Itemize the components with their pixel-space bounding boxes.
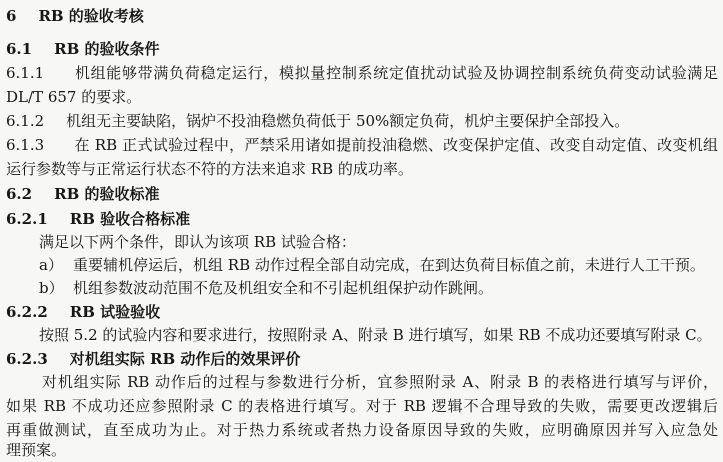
clause-text: 如果 RB 不成功还应参照附录 C 的表格进行填写。对于 RB 逻辑不合理导致的失败，需要更改逻辑后 <box>6 397 718 415</box>
list-label: a） <box>39 256 63 274</box>
clause-text: 对机组实际 RB 动作后的过程与参数进行分析，宜参照附录 A、附录 B 的表格进行填写与评价， <box>42 373 718 391</box>
clause-6-1-2 <box>6 109 718 133</box>
clause-number: 6.1.2 <box>6 112 45 130</box>
heading-6-2-2 <box>6 300 718 324</box>
section-heading-6 <box>6 4 718 28</box>
clause-text: 机组能够带满负荷稳定运行，模拟量控制系统定值扰动试验及协调控制系统负荷变动试验满足 <box>74 64 718 82</box>
list-text: 机组参数波动范围不危及机组安全和不引起机组保护动作跳闸。 <box>73 279 494 297</box>
clause-text: 理预案。 <box>6 441 67 459</box>
clause-number: 6.1.3 <box>6 136 45 154</box>
heading-number: 6.1 <box>6 40 33 58</box>
heading-title: 对机组实际 RB 动作后的效果评价 <box>69 350 301 368</box>
clause-6-1-1-line-2 <box>6 85 718 109</box>
heading-title: RB 验收合格标准 <box>69 210 191 228</box>
clause-text: 按照 5.2 的试验内容和要求进行，按照附录 A、附录 B 进行填写，如果 RB 不成功还要填写附录 C。 <box>39 326 712 344</box>
heading-6-2 <box>6 182 718 206</box>
clause-6-1-1-line-1 <box>6 61 718 85</box>
clause-6-2-3-line-4 <box>6 438 718 462</box>
heading-title: RB 试验验收 <box>69 303 161 321</box>
clause-text: DL/T 657 的要求。 <box>6 88 142 106</box>
list-item-a <box>39 253 718 277</box>
clause-6-2-2-text <box>39 323 718 347</box>
heading-6-2-1 <box>6 207 718 231</box>
list-text: 重要辅机停运后，机组 RB 动作过程全部自动完成，在到达负荷目标值之前，未进行人工干预。 <box>73 256 705 274</box>
clause-number: 6.1.1 <box>6 64 45 82</box>
clause-text: 运行参数等与正常运行状态不符的方法来追求 RB 的成功率。 <box>6 160 413 178</box>
list-label: b） <box>39 279 64 297</box>
section-title: RB 的验收考核 <box>38 7 144 25</box>
heading-6-1 <box>6 37 718 61</box>
section-number: 6 <box>6 7 17 25</box>
heading-number: 6.2 <box>6 185 33 203</box>
clause-6-2-3-line-1 <box>42 370 718 394</box>
clause-text: 满足以下两个条件，即认为该项 RB 试验合格： <box>39 233 356 251</box>
heading-title: RB 的验收条件 <box>54 40 160 58</box>
heading-number: 6.2.2 <box>6 303 48 321</box>
heading-number: 6.2.3 <box>6 350 48 368</box>
clause-text: 再重做测试，直至成功为止。对于热力系统或者热力设备原因导致的失败，应明确原因并写入应急处 <box>6 421 718 439</box>
heading-title: RB 的验收标准 <box>54 185 160 203</box>
list-item-b <box>39 276 718 300</box>
clause-6-2-1-intro <box>39 230 718 254</box>
clause-text: 机组无主要缺陷，锅炉不投油稳燃负荷低于 50%额定负荷，机炉主要保护全部投入。 <box>66 112 630 130</box>
heading-6-2-3 <box>6 347 718 371</box>
clause-6-1-3-line-1 <box>6 133 718 157</box>
heading-number: 6.2.1 <box>6 210 48 228</box>
clause-6-1-3-line-2 <box>6 157 718 181</box>
clause-text: 在 RB 正式试验过程中，严禁采用诸如提前投油稳燃、改变保护定值、改变自动定值、改变机组 <box>74 136 718 154</box>
clause-6-2-3-line-2 <box>6 394 718 418</box>
